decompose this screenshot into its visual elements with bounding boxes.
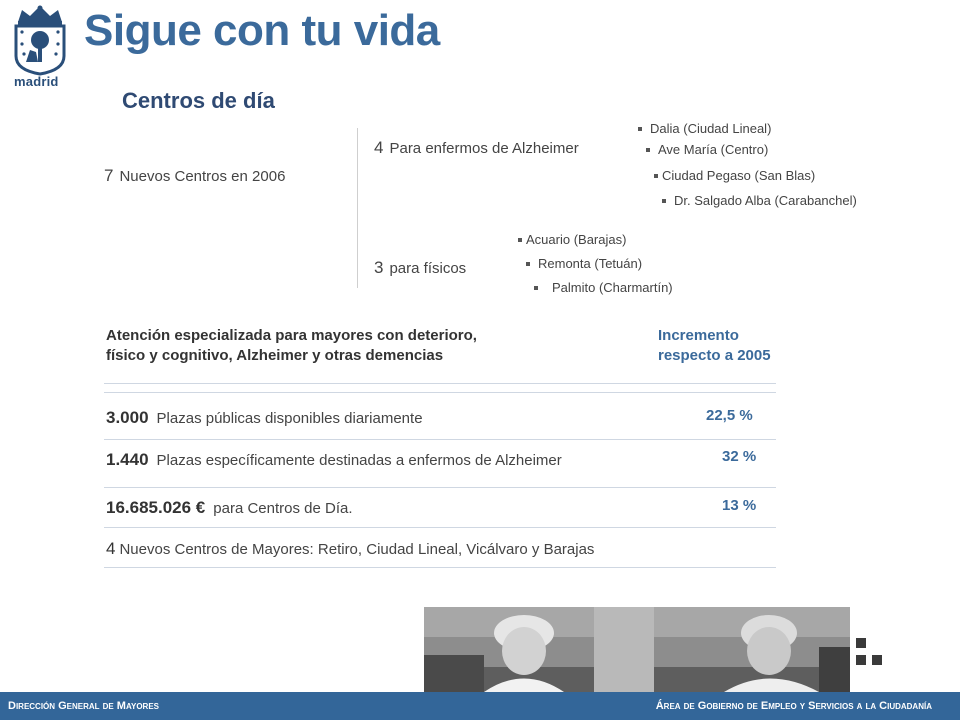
table-row [106,450,562,470]
decorative-square [856,655,866,665]
bullet-icon [654,174,658,178]
stat-text: Plazas públicas disponibles diariamente [156,410,423,427]
stat-value: 3.000 [106,408,149,427]
decorative-square [856,638,866,648]
center-item: Dalia (Ciudad Lineal) [638,121,771,136]
footer-area: Área de Gobierno de Empleo y Servicios a la Ciudadanía [655,700,932,712]
group-alzheimer-label [374,138,579,158]
table-divider [104,487,776,488]
photo-fade [850,607,960,692]
bullet-icon [638,127,642,131]
divider-vertical [357,128,358,288]
summary-text: Nuevos Centros en 2006 [119,168,286,185]
table-divider [104,527,776,528]
bullet-icon [662,199,666,203]
page-title: Sigue con tu vida [84,6,440,55]
center-item: Dr. Salgado Alba (Carabanchel) [662,193,857,208]
stat-value: 16.685.026 € [106,498,206,517]
footer-department: Dirección General de Mayores [8,700,159,712]
group-alzheimer-count: 4 [374,138,384,157]
group-fisicos-label [374,258,466,278]
increment-heading: Incremento respecto a 2005 [658,327,771,364]
table-divider [104,383,776,384]
logo-wordmark: madrid [14,74,59,89]
decorative-square [872,655,882,665]
table-divider [104,392,776,393]
stat-text: Nuevos Centros de Mayores: Retiro, Ciudad Lineal, Vicálvaro y Barajas [119,541,595,558]
section-subtitle: Centros de día [122,88,275,113]
center-item: Palmito (Charmartín) [534,280,673,295]
center-item: Ciudad Pegaso (San Blas) [654,168,815,183]
specialized-care-heading: Atención especializada para mayores con deterioro, físico y cognitivo, Alzheimer y otras demencias [106,327,477,364]
center-item: Remonta (Tetuán) [526,256,642,271]
bullet-icon [534,286,538,290]
stat-increment: 32 % [722,448,757,465]
table-divider [104,567,776,568]
seniors-photo [424,607,850,692]
stat-increment: 22,5 % [706,407,753,424]
group-fisicos-text: para físicos [389,260,467,277]
stat-increment: 13 % [722,497,757,514]
bullet-icon [526,262,530,266]
bullet-icon [518,238,522,242]
bullet-icon [646,148,650,152]
new-centers-summary [104,166,285,186]
table-row [106,539,594,559]
stat-value: 4 [106,539,116,558]
group-fisicos-count: 3 [374,258,384,277]
center-item: Acuario (Barajas) [518,232,626,247]
center-item: Ave María (Centro) [646,142,768,157]
table-divider [104,439,776,440]
stat-text: Plazas específicamente destinadas a enfermos de Alzheimer [156,452,562,469]
summary-count: 7 [104,166,114,185]
table-row [106,498,353,518]
footer-bar [0,692,960,720]
group-alzheimer-text: Para enfermos de Alzheimer [389,140,579,157]
stat-text: para Centros de Día. [213,500,353,517]
table-row [106,408,423,428]
stat-value: 1.440 [106,450,149,469]
